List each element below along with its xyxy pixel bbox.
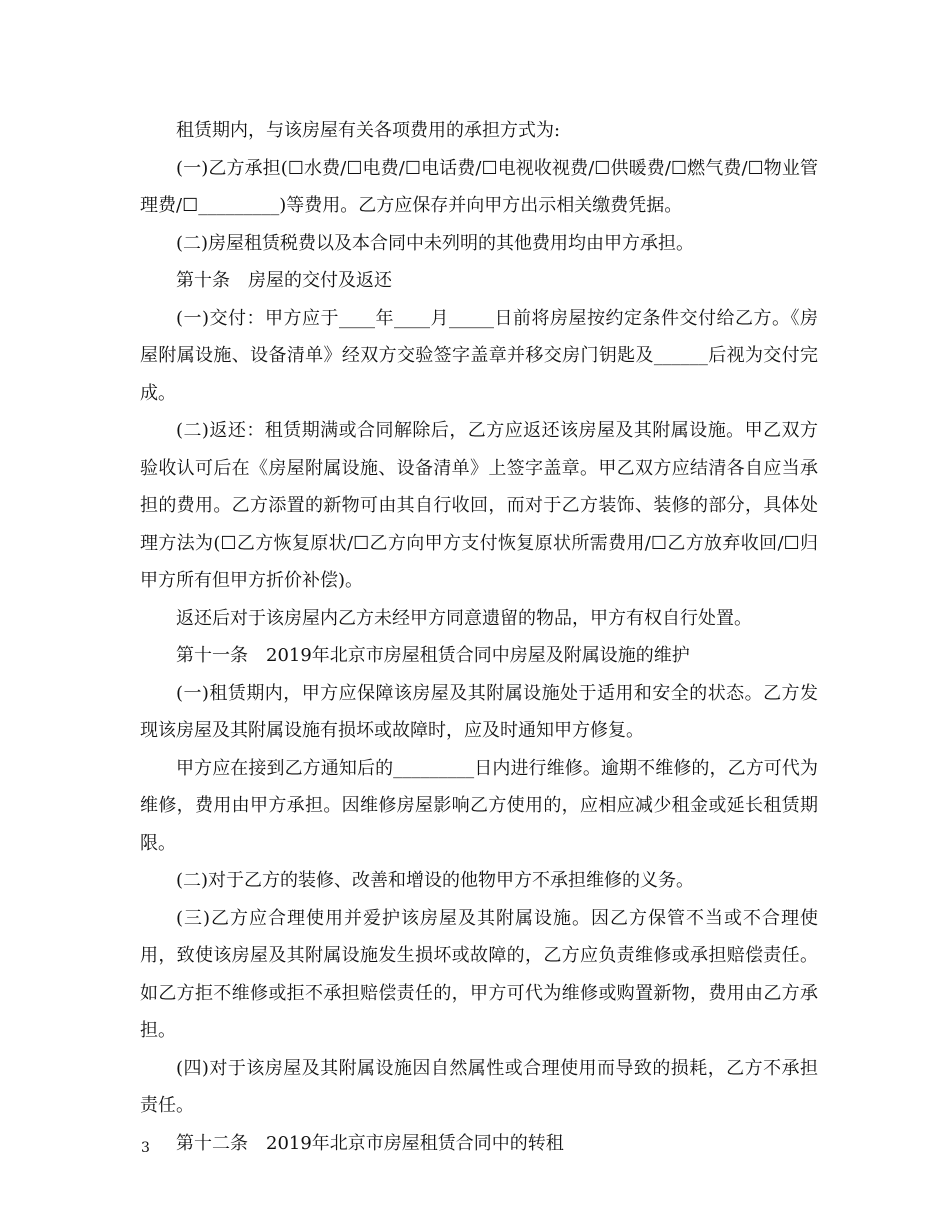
paragraph-maintenance-4: (四)对于该房屋及其附属设施因自然属性或合理使用而导致的损耗，乙方不承担责任。 (140, 1057, 818, 1116)
paragraph-expense-landlord: (二)房屋租赁税费以及本合同中未列明的其他费用均由甲方承担。 (176, 232, 695, 254)
paragraph-delivery: (一)交付：甲方应于____年____月_____日前将房屋按约定条件交付给乙方。《房屋附属设施、设备清单》经双方交验签字盖章并移交房门钥匙及______后视为交付完成。 (140, 307, 818, 404)
paragraph-maintenance-1: (一)租赁期内，甲方应保障该房屋及其附属设施处于适用和安全的状态。乙方发现该房屋及其附属设施有损坏或故障时，应及时通知甲方修复。 (140, 682, 818, 741)
paragraph-maintenance-2: (二)对于乙方的装修、改善和增设的他物甲方不承担维修的义务。 (176, 870, 695, 891)
paragraph-left-items: 返还后对于该房屋内乙方未经甲方同意遗留的物品，甲方有权自行处置。 (176, 607, 752, 629)
paragraph-maintenance-deadline: 甲方应在接到乙方通知后的_________日内进行维修。逾期不维修的，乙方可代为维修，费用由甲方承担。因维修房屋影响乙方使用的，应相应减少租金或延长租赁期限。 (140, 757, 818, 854)
heading-article-11: 第十一条 2019年北京市房屋租赁合同中房屋及附属设施的维护 (176, 645, 690, 666)
document-body (140, 112, 818, 1162)
paragraph-return: (二)返还：租赁期满或合同解除后，乙方应返还该房屋及其附属设施。甲乙双方验收认可后在《房屋附属设施、设备清单》上签字盖章。甲乙双方应结清各自应当承担的费用。乙方添置的新物可由其自行收回，而对于乙方装饰、装修的部分，具体处理方法为(☐乙方恢复原状/☐乙方向甲方支付恢复原状所需费用/☐乙方放弃收回/☐归甲方所有但甲方折价补偿)。 (140, 420, 818, 591)
paragraph-expense-intro: 租赁期内，与该房屋有关各项费用的承担方式为: (176, 120, 561, 141)
paragraph-maintenance-3: (三)乙方应合理使用并爱护该房屋及其附属设施。因乙方保管不当或不合理使用，致使该房屋及其附属设施发生损坏或故障的，乙方应负责维修或承担赔偿责任。如乙方拒不维修或拒不承担赔偿责任的，甲方可代为维修或购置新物，费用由乙方承担。 (140, 907, 818, 1041)
heading-article-10: 第十条 房屋的交付及返还 (176, 270, 392, 291)
page-number: 3 (141, 1140, 150, 1156)
paragraph-expense-tenant: (一)乙方承担(☐水费/☐电费/☐电话费/☐电视收视费/☐供暖费/☐燃气费/☐物业管理费/☐_________)等费用。乙方应保存并向甲方出示相关缴费凭据。 (140, 157, 818, 216)
heading-article-12: 第十二条 2019年北京市房屋租赁合同中的转租 (176, 1132, 564, 1154)
